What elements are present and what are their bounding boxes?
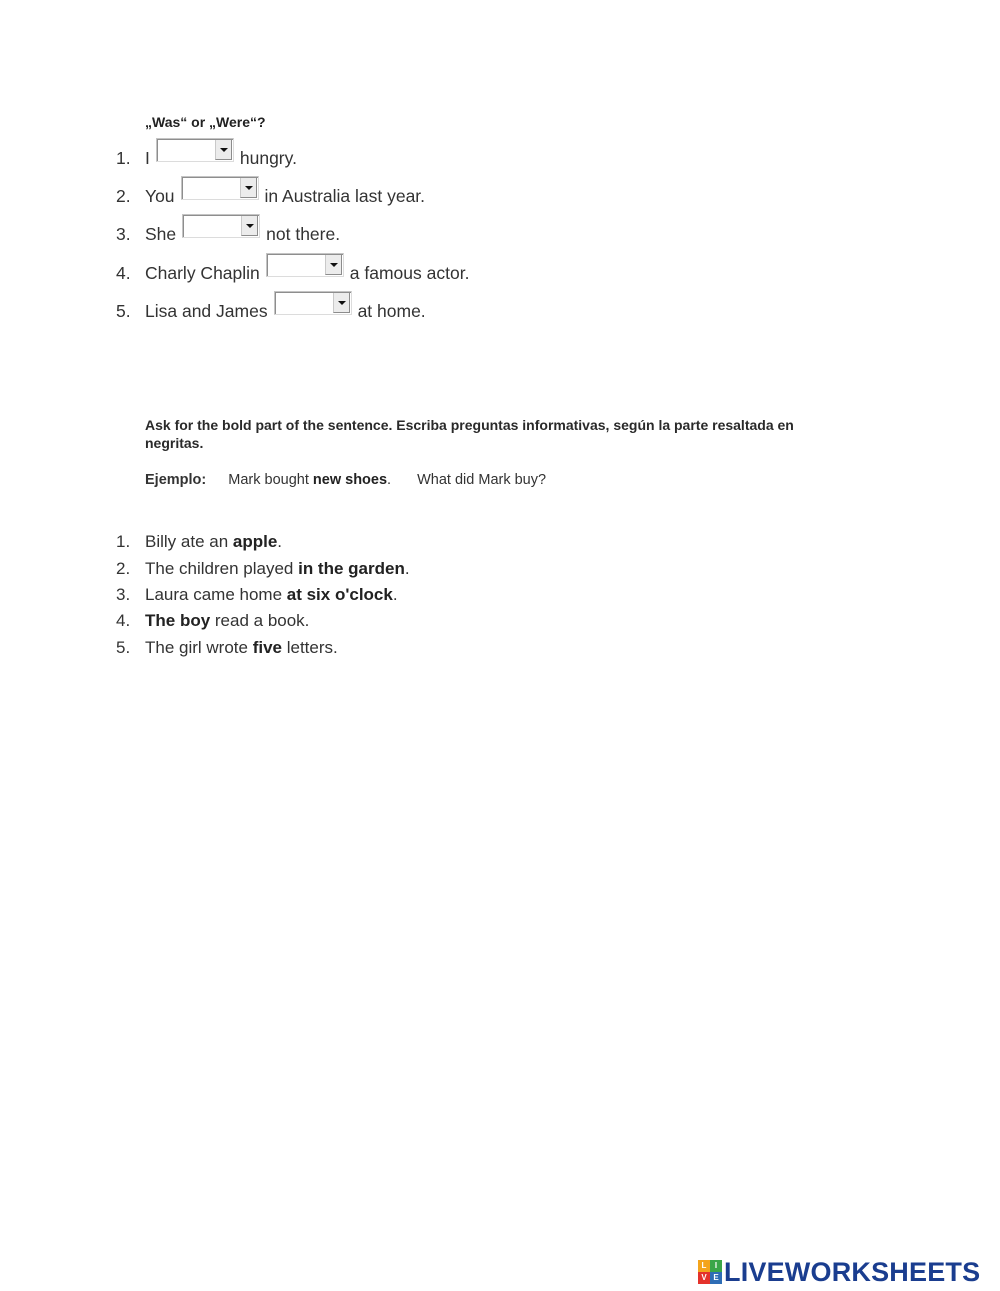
item-text-before: I xyxy=(145,148,150,168)
logo-text: LIVEWORKSHEETS xyxy=(724,1257,981,1287)
item-number: 3. xyxy=(116,585,131,604)
item-text-before: The girl wrote xyxy=(145,638,253,657)
logo-cube-letter: E xyxy=(710,1272,722,1284)
answer-dropdown[interactable] xyxy=(274,291,352,315)
item-text-after: in Australia last year. xyxy=(264,186,426,206)
example-sentence-before: Mark bought xyxy=(228,472,313,488)
item-number: 5. xyxy=(116,638,131,657)
item-text-after: . xyxy=(404,559,410,578)
dropdown-arrow-icon[interactable] xyxy=(241,216,258,236)
item-text-after: letters. xyxy=(282,638,338,657)
dropdown-arrow-icon[interactable] xyxy=(325,255,342,275)
logo-cube-letter: V xyxy=(698,1272,710,1284)
item-text-bold: at six o'clock xyxy=(286,585,393,604)
item-text-after: not there. xyxy=(266,224,341,244)
example-line xyxy=(145,472,546,488)
answer-dropdown[interactable] xyxy=(266,253,344,277)
dropdown-arrow-icon[interactable] xyxy=(240,178,257,198)
item-text-after: at home. xyxy=(357,301,426,321)
item-text-before: Lisa and James xyxy=(145,301,268,321)
item-text-before: The children played xyxy=(145,559,299,578)
item-number: 1. xyxy=(116,148,131,168)
item-text-after: . xyxy=(277,532,283,551)
item-text-after: . xyxy=(392,585,398,604)
example-sentence-after: . xyxy=(387,472,392,488)
example-label: Ejemplo: xyxy=(145,472,207,488)
dropdown-arrow-icon[interactable] xyxy=(215,140,232,160)
answer-dropdown[interactable] xyxy=(156,138,234,162)
answer-dropdown[interactable] xyxy=(182,214,260,238)
example-sentence xyxy=(228,472,391,488)
example-sentence-bold: new shoes xyxy=(312,472,388,488)
item-text-before: Laura came home xyxy=(145,585,287,604)
item-number: 2. xyxy=(116,559,131,578)
logo-cube-letter: I xyxy=(710,1260,722,1272)
exercise1-heading: „Was“ or „Were“? xyxy=(145,114,266,130)
liveworksheets-logo[interactable] xyxy=(698,1258,980,1286)
item-text-after: hungry. xyxy=(239,148,297,168)
item-number: 2. xyxy=(116,186,131,206)
item-text-before: Billy ate an xyxy=(145,532,233,551)
answer-dropdown[interactable] xyxy=(181,176,259,200)
example-question: What did Mark buy? xyxy=(417,472,547,488)
item-text-before: Charly Chaplin xyxy=(145,263,260,283)
item-number: 3. xyxy=(116,224,131,244)
item-number: 4. xyxy=(116,611,131,630)
item-text-before: She xyxy=(145,224,177,244)
item-number: 5. xyxy=(116,301,131,321)
item-text-bold: The boy xyxy=(145,611,211,630)
item-text-after: a famous actor. xyxy=(349,263,470,283)
exercise2-instruction: Ask for the bold part of the sentence. Escriba preguntas informativas, según la parte resaltada en negritas. xyxy=(145,417,794,451)
logo-cube-letter: L xyxy=(698,1260,710,1272)
item-text-before: You xyxy=(145,186,175,206)
item-text-bold: apple xyxy=(232,532,278,551)
item-number: 1. xyxy=(116,532,131,551)
item-text-after: read a book. xyxy=(210,611,310,630)
dropdown-arrow-icon[interactable] xyxy=(333,293,350,313)
item-number: 4. xyxy=(116,263,131,283)
logo-cube-icon xyxy=(698,1260,722,1284)
item-text-bold: five xyxy=(252,638,282,657)
item-text-bold: in the garden xyxy=(298,559,405,578)
